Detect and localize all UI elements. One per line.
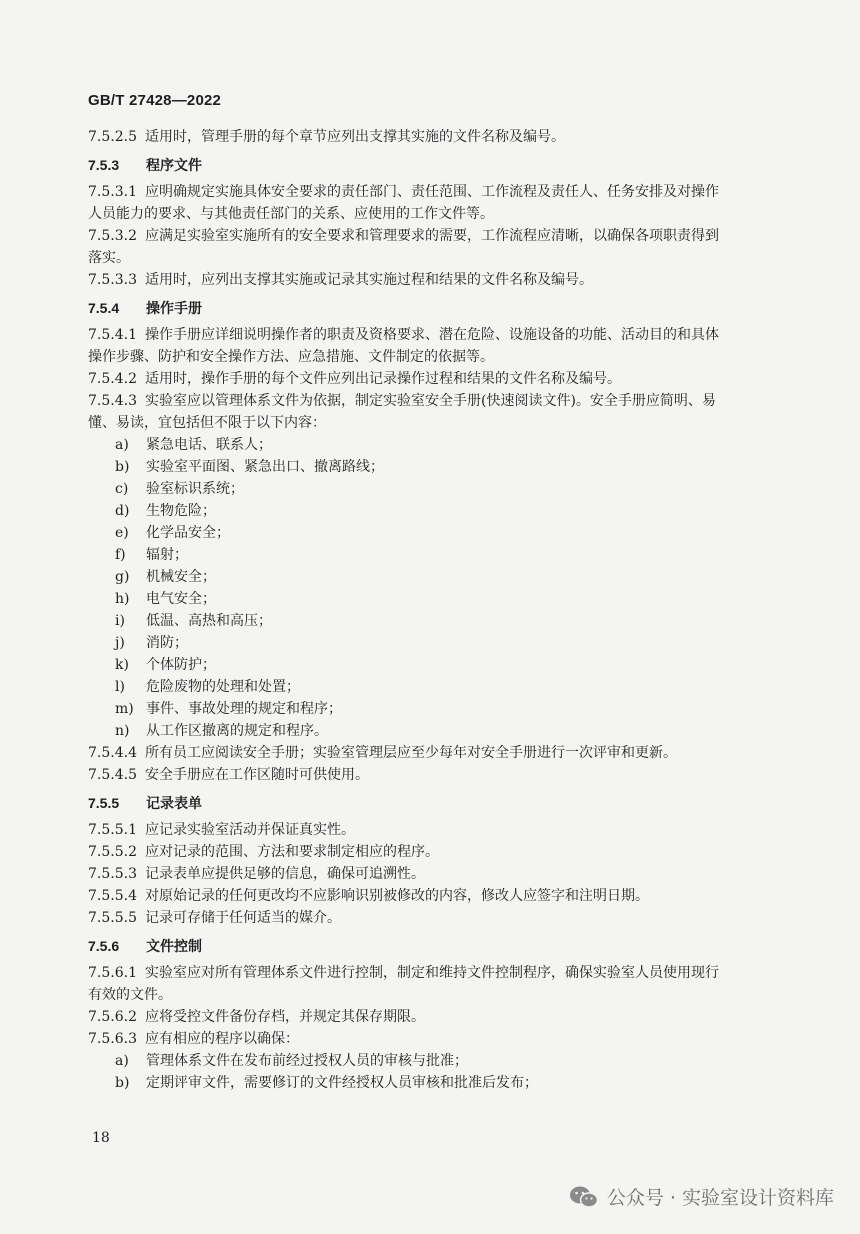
list-item [88, 478, 788, 500]
list-item-text: 定期评审文件，需要修订的文件经授权人员审核和批准后发布； [146, 1075, 538, 1091]
list-item-text: 机械安全； [146, 569, 216, 585]
clause-continuation: 人员能力的要求、与其他责任部门的关系、应使用的工作文件等。 [88, 206, 494, 222]
clause-text: 应满足实验室实施所有的安全要求和管理要求的需要，工作流程应清晰，以确保各项职责得到 [145, 228, 719, 244]
list-item-text: 辐射； [146, 547, 188, 563]
clause-text: 应记录实验室活动并保证真实性。 [145, 822, 355, 838]
list-marker: m) [115, 701, 134, 717]
section-heading [88, 935, 788, 958]
clause-number: 7.5.4.2 [88, 371, 137, 387]
list-marker: b) [115, 1075, 130, 1091]
list-marker: f) [115, 547, 126, 563]
section-title: 程序文件 [146, 157, 202, 173]
clause-text: 适用时，应列出支撑其实施或记录其实施过程和结果的文件名称及编号。 [145, 272, 593, 288]
clause [88, 1028, 788, 1050]
clause-text: 适用时，管理手册的每个章节应列出支撑其实施的文件名称及编号。 [145, 129, 565, 145]
clause-number: 7.5.4.5 [88, 767, 137, 783]
list-item [88, 720, 788, 742]
list-item-text: 个体防护； [146, 657, 216, 673]
standard-number: GB/T 27428—2022 [88, 92, 222, 109]
list-marker: e) [115, 525, 129, 541]
list-marker: j) [115, 635, 125, 651]
clause-number: 7.5.4.1 [88, 327, 137, 343]
section-number: 7.5.5 [88, 795, 120, 811]
list-marker: a) [115, 1053, 129, 1069]
clause-continuation: 操作步骤、防护和安全操作方法、应急措施、文件制定的依据等。 [88, 349, 494, 365]
section-title: 文件控制 [146, 938, 202, 954]
list-item-text: 危险废物的处理和处置； [146, 679, 300, 695]
clause-number: 7.5.3.1 [88, 184, 137, 200]
list-marker: c) [115, 481, 129, 497]
clause-number: 7.5.4.4 [88, 745, 137, 761]
clause-continuation: 懂、易读，宜包括但不限于以下内容： [88, 415, 326, 431]
clause-text: 应将受控文件备份存档，并规定其保存期限。 [145, 1009, 425, 1025]
clause-text: 应明确规定实施具体安全要求的责任部门、责任范围、工作流程及责任人、任务安排及对操作 [145, 184, 719, 200]
wechat-icon [569, 1185, 599, 1209]
list-item-text: 管理体系文件在发布前经过授权人员的审核与批准； [146, 1053, 468, 1069]
list-item [88, 566, 788, 588]
clause-text: 实验室应以管理体系文件为依据，制定实验室安全手册(快速阅读文件)。安全手册应简明、易 [145, 393, 716, 409]
watermark-text: 公众号 · 实验室设计资料库 [606, 1187, 834, 1209]
watermark [569, 1183, 834, 1210]
clause [88, 390, 788, 412]
list-marker: g) [115, 569, 130, 585]
clause-continuation: 落实。 [88, 250, 130, 266]
clause [88, 181, 788, 203]
list-item-text: 化学品安全； [146, 525, 230, 541]
clause [88, 962, 788, 984]
section-number: 7.5.4 [88, 300, 120, 316]
list-item-text: 电气安全； [146, 591, 216, 607]
clause-number: 7.5.5.2 [88, 844, 137, 860]
clause [88, 225, 788, 247]
list-item [88, 434, 788, 456]
list-item [88, 698, 788, 720]
clause-text: 实验室应对所有管理体系文件进行控制，制定和维持文件控制程序，确保实验室人员使用现行 [145, 965, 719, 981]
list-item-text: 事件、事故处理的规定和程序； [146, 701, 342, 717]
clause-text: 适用时，操作手册的每个文件应列出记录操作过程和结果的文件名称及编号。 [145, 371, 621, 387]
clause-number: 7.5.4.3 [88, 393, 137, 409]
list-item [88, 676, 788, 698]
clause-number: 7.5.6.3 [88, 1031, 137, 1047]
clause-text: 对原始记录的任何更改均不应影响识别被修改的内容，修改人应签字和注明日期。 [145, 888, 649, 904]
list-item [88, 500, 788, 522]
list-marker: i) [115, 613, 125, 629]
list-marker: l) [115, 679, 125, 695]
clause-number: 7.5.5.4 [88, 888, 137, 904]
clause-text: 记录可存储于任何适当的媒介。 [145, 910, 341, 926]
clause [88, 742, 788, 764]
section-heading [88, 792, 788, 815]
clause-number: 7.5.5.5 [88, 910, 137, 926]
clause-number: 7.5.3.2 [88, 228, 137, 244]
clause-text: 安全手册应在工作区随时可供使用。 [145, 767, 369, 783]
clause-number: 7.5.5.1 [88, 822, 137, 838]
clause-text: 应有相应的程序以确保： [145, 1031, 299, 1047]
clause [88, 269, 788, 291]
list-item-text: 验室标识系统； [146, 481, 244, 497]
clause-text: 记录表单应提供足够的信息，确保可追溯性。 [145, 866, 425, 882]
clause-number: 7.5.2.5 [88, 129, 137, 145]
section-heading [88, 297, 788, 320]
list-item-text: 消防； [146, 635, 188, 651]
clause [88, 863, 788, 885]
list-marker: b) [115, 459, 130, 475]
list-item-text: 紧急电话、联系人； [146, 437, 272, 453]
section-number: 7.5.3 [88, 157, 120, 173]
list-item-text: 低温、高热和高压； [146, 613, 272, 629]
page-number: 18 [92, 1130, 110, 1146]
list-item [88, 588, 788, 610]
list-item [88, 1072, 788, 1094]
clause-number: 7.5.6.2 [88, 1009, 137, 1025]
clause [88, 324, 788, 346]
list-marker: n) [115, 723, 130, 739]
list-item [88, 654, 788, 676]
list-item-text: 生物危险； [146, 503, 216, 519]
clause-text: 所有员工应阅读安全手册；实验室管理层应至少每年对安全手册进行一次评审和更新。 [145, 745, 677, 761]
clause [88, 368, 788, 390]
list-marker: k) [115, 657, 129, 673]
clause-text: 应对记录的范围、方法和要求制定相应的程序。 [145, 844, 439, 860]
clause-number: 7.5.5.3 [88, 866, 137, 882]
clause [88, 126, 788, 148]
list-item [88, 522, 788, 544]
clause [88, 819, 788, 841]
clause-continuation: 有效的文件。 [88, 987, 172, 1003]
list-item [88, 610, 788, 632]
clause-number: 7.5.3.3 [88, 272, 137, 288]
clause [88, 907, 788, 929]
section-number: 7.5.6 [88, 938, 120, 954]
list-marker: d) [115, 503, 130, 519]
clause [88, 885, 788, 907]
section-heading [88, 154, 788, 177]
section-title: 记录表单 [146, 795, 202, 811]
clause-number: 7.5.6.1 [88, 965, 137, 981]
clause-text: 操作手册应详细说明操作者的职责及资格要求、潜在危险、设施设备的功能、活动目的和具体 [145, 327, 719, 343]
list-marker: a) [115, 437, 129, 453]
list-marker: h) [115, 591, 130, 607]
clause [88, 764, 788, 786]
list-item [88, 632, 788, 654]
document-body [88, 126, 788, 1094]
clause [88, 841, 788, 863]
list-item [88, 544, 788, 566]
section-title: 操作手册 [146, 300, 202, 316]
list-item [88, 1050, 788, 1072]
list-item-text: 实验室平面图、紧急出口、撤离路线； [146, 459, 384, 475]
clause [88, 1006, 788, 1028]
list-item-text: 从工作区撤离的规定和程序。 [146, 723, 328, 739]
list-item [88, 456, 788, 478]
